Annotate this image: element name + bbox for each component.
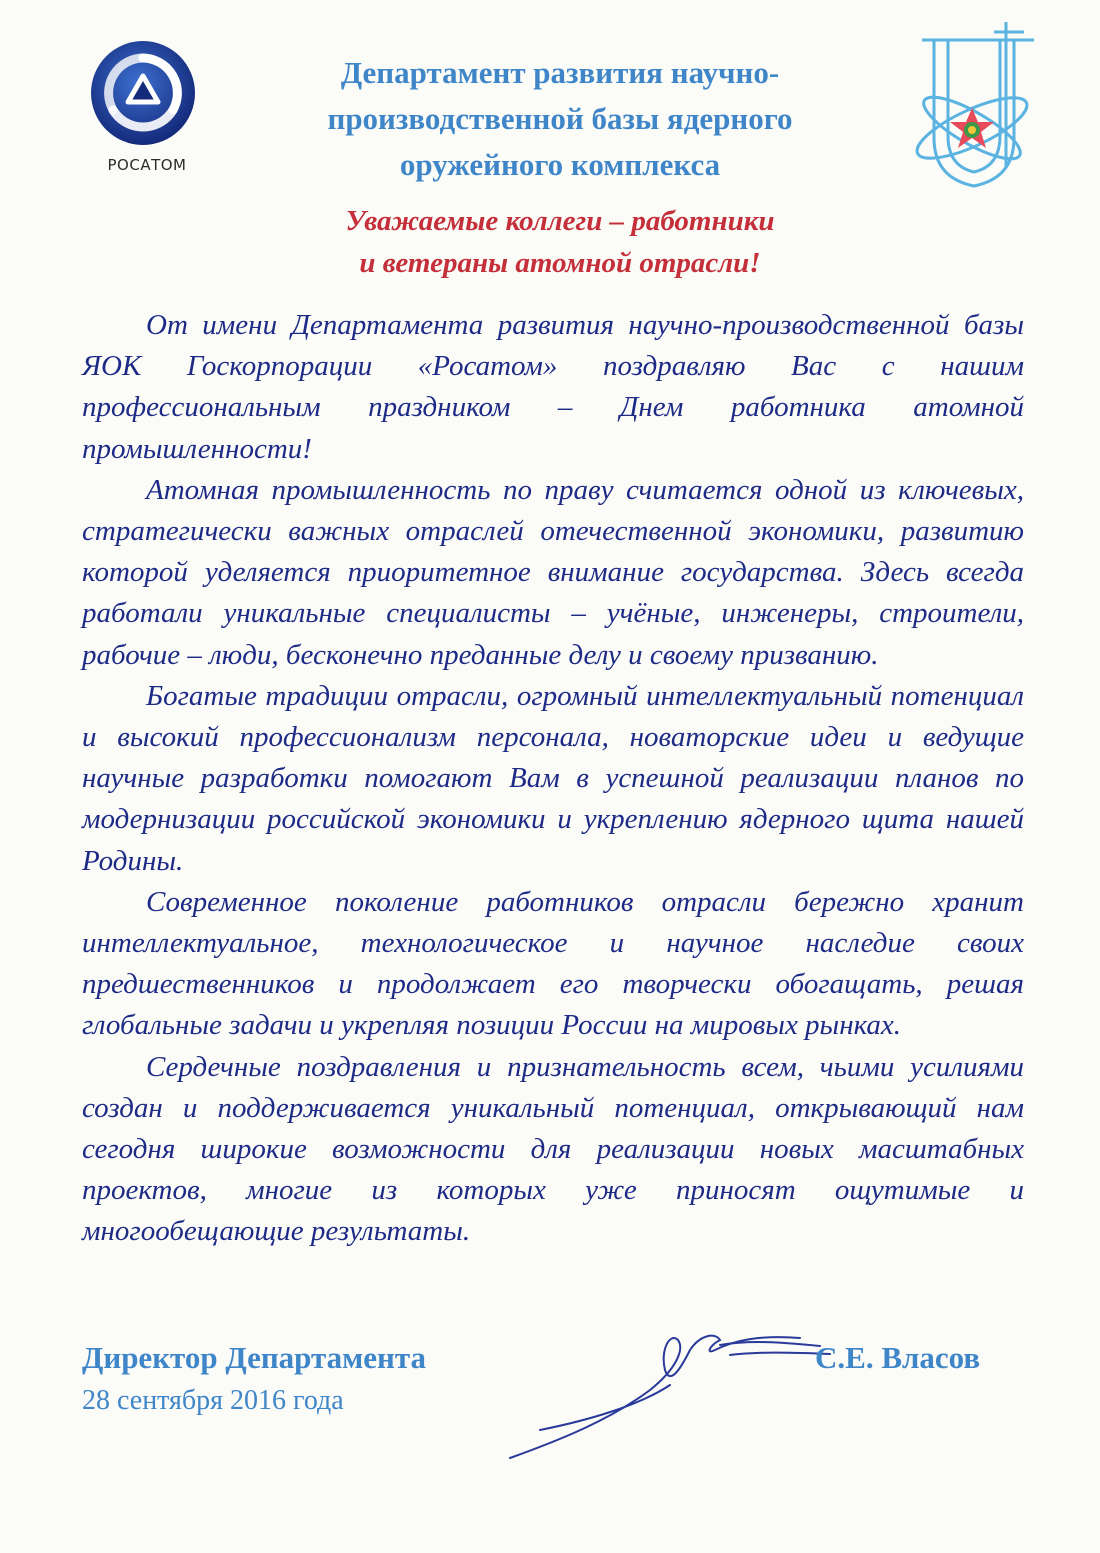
letter-body <box>82 305 1024 1253</box>
body-paragraph: Современное поколение работников отрасли бережно хранит интеллектуальное, технологическое и научное наследие своих предшественников и продолжает его творчески обогащать, решая глобальные задачи и укрепляя позиции России на мировых рынках. <box>82 885 1024 1042</box>
body-paragraph: Сердечные поздравления и признательность всем, чьими усилиями создан и поддерживается уникальный потенциал, открывающий нам сегодня широкие возможности для реализации новых масштабных проектов, многие из которых уже приносят ощутимые и многообещающие результаты. <box>82 1050 1024 1248</box>
org-name: РОСАТОМ <box>107 156 187 174</box>
letter-date: 28 сентября 2016 года <box>82 1385 344 1416</box>
body-paragraph: Богатые традиции отрасли, огромный интеллектуальный потенциал и высокий профессионализм персонала, новаторские идеи и ведущие научные разработки помогают Вам в успешной реализации планов по модернизации российской экономики и укреплению ядерного щита нашей Родины. <box>82 679 1024 877</box>
department-title-line: оружейного комплекса <box>399 147 721 182</box>
body-paragraph: Атомная промышленность по праву считается одной из ключевых, стратегически важных отраслей отечественной экономики, развитию которой уделяется приоритетное внимание государства. Здесь всегда работали уникальные специалисты – учёные, инженеры, строители, рабочие – люди, бесконечно преданные делу и своему призванию. <box>82 473 1024 671</box>
greeting-line: и ветераны атомной отрасли! <box>359 247 761 279</box>
department-emblem-icon <box>914 18 1054 203</box>
handwritten-signature <box>500 1310 860 1470</box>
department-title-line: Департамент развития научно- <box>340 55 780 90</box>
rosatom-logo-icon <box>88 38 198 148</box>
body-paragraph: От имени Департамента развития научно-производственной базы ЯОК Госкорпорации «Росатом» поздравляю Вас с нашим профессиональным праздником – Днем работника атомной промышленности! <box>82 309 1024 465</box>
greeting-line: Уважаемые коллеги – работники <box>345 205 775 237</box>
department-title <box>240 50 880 188</box>
greeting <box>240 200 880 284</box>
signatory-name: С.Е. Власов <box>815 1340 981 1375</box>
signatory-position: Директор Департамента <box>82 1340 426 1375</box>
department-title-line: производственной базы ядерного <box>327 101 793 136</box>
